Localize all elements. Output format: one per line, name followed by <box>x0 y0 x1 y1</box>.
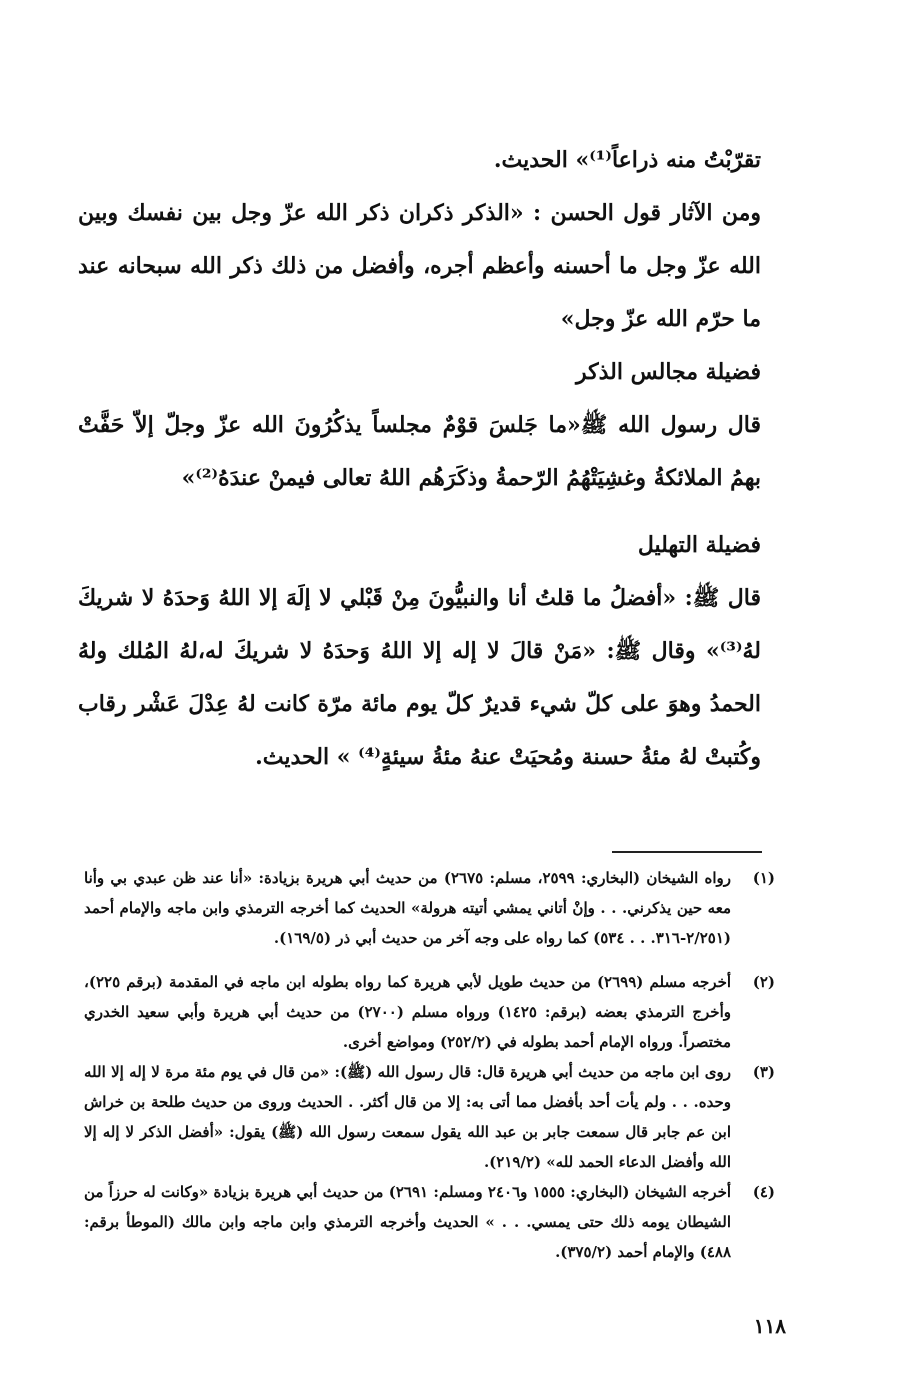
footnote-number: (١) <box>752 869 775 887</box>
footnote-divider <box>612 851 762 853</box>
footnote-text: رواه الشيخان (البخاري: ٢٥٩٩، مسلم: ٢٦٧٥) من حديث أبي هريرة بزيادة: «أنا عند ظن عبدي بي وأنا معه حين يذكرني. . . وإنْ أتاني يمشي أتيته هرولة» الحديث كما أخرجه الترمذي وابن ماجه والإمام أحمد (٢/٢٥١-٣١٦. . . ٥٣٤) كما رواه على وجه آخر من حديث أبي ذر (١٦٩/٥). <box>84 869 732 947</box>
footnote-number: (٤) <box>752 1183 775 1201</box>
heading-tahlil: فضيلة التهليل <box>637 532 761 558</box>
page-number: ١١٨ <box>753 1314 786 1338</box>
footnote-text: أخرجه الشيخان (البخاري: ١٥٥٥ و٢٤٠٦ ومسلم: ٢٦٩١) من حديث أبي هريرة بزيادة «وكانت له حرزاً من الشيطان يومه ذلك حتى يمسي. . . » الحديث وأخرجه الترمذي وابن ماجه وابن مالك (الموطأ برقم: ٤٨٨) والإمام أحمد (٣٧٥/٢). <box>84 1183 732 1261</box>
footnote-2 <box>84 967 775 1057</box>
footnote-3 <box>84 1057 775 1177</box>
paragraph-majalis-hadith: قال رسول الله ﷺ«ما جَلسَ قوْمٌ مجلساً يذكُرُونَ الله عزّ وجلّ إلاّ حَفَّتْ بهمُ الملائكةُ وغشِيَتْهُمُ الرّحمةُ وذكَرَهُم اللهُ تعالى فيمنْ عندَهُ⁽²⁾» <box>78 412 761 491</box>
footnotes <box>84 863 775 1267</box>
footnote-number: (٣) <box>752 1063 775 1081</box>
paragraph-tahlil-hadith: قال ﷺ: «أفضلُ ما قلتُ أنا والنبيُّونَ مِنْ قَبْلي لا إلَهَ إلا اللهُ وَحدَهُ لا شريكَ لهُ⁽³⁾» وقال ﷺ: «مَنْ قالَ لا إله إلا اللهُ وَحدَهُ لا شريكَ له،لهُ المُلك ولهُ الحمدُ وهوَ على كلّ شيء قديرٌ كلّ يوم مائة مرّة كانت لهُ عِدْلَ عَشْر رقاب وكُتبتْ لهُ مئةُ حسنة ومُحيَتْ عنهُ مئةُ سيئةٍ⁽⁴⁾ » الحديث. <box>78 585 761 770</box>
footnote-text: روى ابن ماجه من حديث أبي هريرة قال: قال رسول الله (ﷺ): «من قال في يوم مئة مرة لا إله إلا الله وحده. . . ولم يأت أحد بأفضل مما أتى به: إلا من قال أكثر. . الحديث وروى من حديث طلحة بن خراش ابن عم جابر قال سمعت جابر بن عبد الله يقول سمعت رسول الله (ﷺ) يقول: «أفضل الذكر لا إله إلا الله وأفضل الدعاء الحمد لله» (٢١٩/٢). <box>84 1063 731 1171</box>
footnote-text: أخرجه مسلم (٢٦٩٩) من حديث طويل لأبي هريرة كما رواه بطوله ابن ماجه في المقدمة (برقم ٢٢٥)، وأخرج الترمذي بعضه (برقم: ١٤٢٥) ورواه مسلم (٢٧٠٠) من حديث أبي هريرة وأبي سعيد الخدري مختصراً. ورواه الإمام أحمد بطوله في (٢٥٢/٢) ومواضع أخرى. <box>84 973 732 1051</box>
paragraph-hadith-continuation: تقرّبْتُ منه ذراعاً⁽¹⁾» الحديث. <box>493 147 761 173</box>
footnote-number: (٢) <box>752 973 775 991</box>
paragraph-athar-hasan: ومن الآثار قول الحسن : «الذكر ذكران ذكر الله عزّ وجل بين نفسك وبين الله عزّ وجل ما أحسنه وأعظم أجره، وأفضل من ذلك ذكر الله سبحانه عند ما حرّم الله عزّ وجل» <box>78 200 761 332</box>
main-text <box>78 134 761 784</box>
footnote-1 <box>84 863 775 953</box>
heading-majalis-dhikr: فضيلة مجالس الذكر <box>575 359 761 385</box>
footnote-4 <box>84 1177 775 1267</box>
